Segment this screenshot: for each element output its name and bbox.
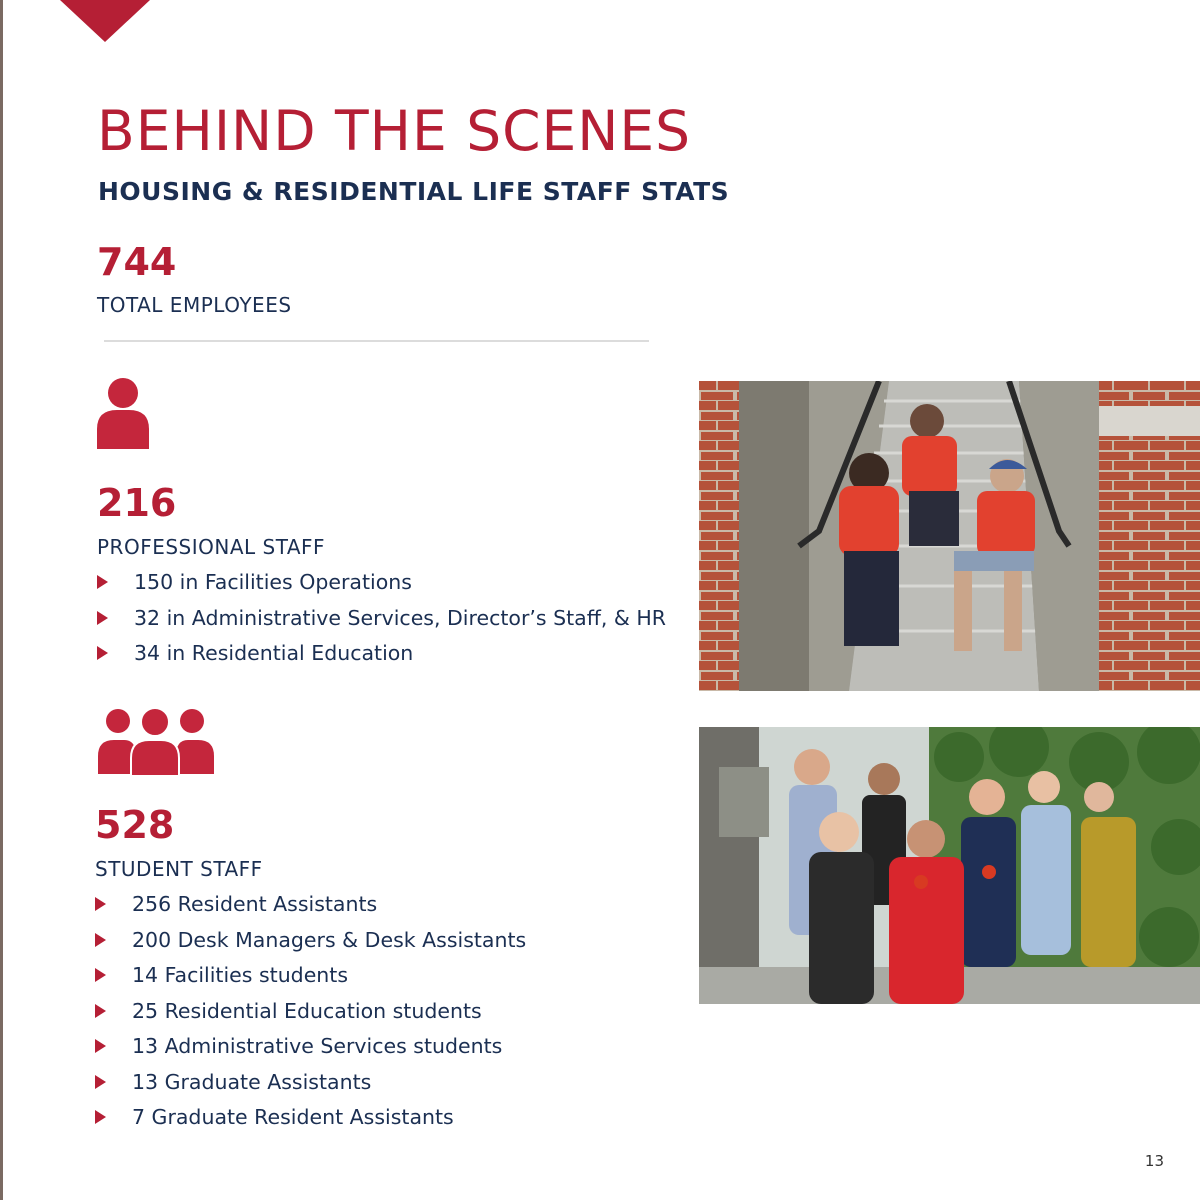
bullet-arrow-icon xyxy=(95,897,106,911)
list-item: 14 Facilities students xyxy=(95,961,526,997)
student-staff-list xyxy=(95,890,526,1139)
page-subtitle: HOUSING & RESIDENTIAL LIFE STAFF STATS xyxy=(98,177,730,206)
page-title: BEHIND THE SCENES xyxy=(97,99,692,163)
professional-staff-number: 216 xyxy=(97,481,177,525)
person-icon xyxy=(95,377,153,449)
bullet-arrow-icon xyxy=(95,968,106,982)
list-item: 25 Residential Education students xyxy=(95,997,526,1033)
list-item: 34 in Residential Education xyxy=(97,639,666,675)
section-divider xyxy=(104,340,649,342)
bullet-arrow-icon xyxy=(95,1039,106,1053)
total-employees-number: 744 xyxy=(97,240,177,284)
list-item: 256 Resident Assistants xyxy=(95,890,526,926)
professional-staff-list xyxy=(97,568,666,675)
list-item: 7 Graduate Resident Assistants xyxy=(95,1103,526,1139)
professional-staff-label: PROFESSIONAL STAFF xyxy=(97,535,326,559)
list-item: 150 in Facilities Operations xyxy=(97,568,666,604)
bullet-arrow-icon xyxy=(97,646,108,660)
page-number: 13 xyxy=(1144,1152,1164,1170)
bullet-arrow-icon xyxy=(97,575,108,589)
staff-stairs-photo xyxy=(699,381,1200,691)
corner-triangle-decoration xyxy=(60,0,150,42)
total-employees-label: TOTAL EMPLOYEES xyxy=(97,293,292,317)
group-icon xyxy=(96,706,216,776)
student-staff-label: STUDENT STAFF xyxy=(95,857,263,881)
list-item: 13 Graduate Assistants xyxy=(95,1068,526,1104)
bullet-arrow-icon xyxy=(95,933,106,947)
list-item: 13 Administrative Services students xyxy=(95,1032,526,1068)
bullet-arrow-icon xyxy=(95,1004,106,1018)
list-item: 32 in Administrative Services, Director’s Staff, & HR xyxy=(97,604,666,640)
student-staff-number: 528 xyxy=(95,803,175,847)
page-edge xyxy=(0,0,3,1200)
list-item: 200 Desk Managers & Desk Assistants xyxy=(95,926,526,962)
bullet-arrow-icon xyxy=(97,611,108,625)
bullet-arrow-icon xyxy=(95,1110,106,1124)
bullet-arrow-icon xyxy=(95,1075,106,1089)
staff-greenhouse-photo xyxy=(699,727,1200,1004)
